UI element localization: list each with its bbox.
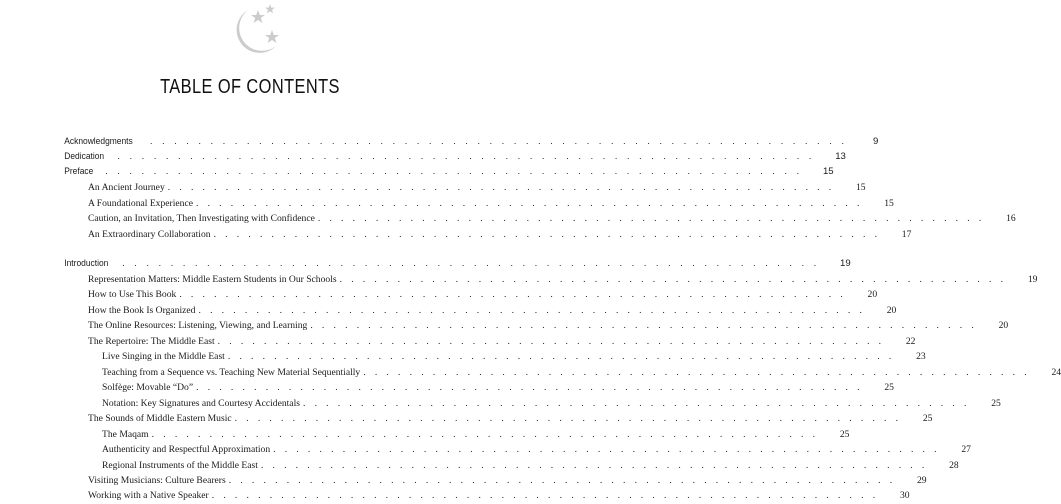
toc-entry-label: An Extraordinary Collaboration [88, 229, 211, 240]
dot-leader: . . . . . . . . . . . . . . . . . . . . . . . . . . . . . . . . . . . . . . . . . . . . . . . . . . . . . . . . . . [228, 475, 896, 486]
toc-entry-page: 20 [998, 320, 1009, 331]
dot-leader: . . . . . . . . . . . . . . . . . . . . . . . . . . . . . . . . . . . . . . . . . . . . . . . . . . . . . . . . . . [273, 444, 940, 455]
toc-entry-label: The Sounds of Middle Eastern Music [88, 413, 232, 424]
toc-entry-caution-invitation[interactable] [0, 213, 1016, 227]
toc-entry-label: Notation: Key Signatures and Courtesy Accidentals [102, 398, 300, 409]
toc-entry-label: Solfège: Movable “Do” [102, 382, 194, 393]
toc-entry-page: 20 [886, 305, 897, 316]
dot-leader: . . . . . . . . . . . . . . . . . . . . . . . . . . . . . . . . . . . . . . . . . . . . . . . . . . . . . . . . . . [149, 136, 848, 147]
toc-entry-page: 25 [884, 382, 894, 393]
toc-entry-label: Working with a Native Speaker [88, 490, 209, 501]
toc-entry-page: 30 [899, 490, 910, 501]
dot-leader: . . . . . . . . . . . . . . . . . . . . . . . . . . . . . . . . . . . . . . . . . . . . . . . . . . . . . . . . . . [196, 382, 863, 393]
toc-entry-notation[interactable] [0, 398, 1001, 412]
toc-entry-extraordinary-collaboration[interactable] [0, 229, 912, 243]
toc-entry-page: 20 [867, 289, 878, 300]
toc-entry-label: The Repertoire: The Middle East [88, 336, 215, 347]
toc-entry-live-singing[interactable] [0, 351, 926, 365]
toc-entry-label: An Ancient Journey [88, 182, 165, 193]
toc-entry-label: Authenticity and Respectful Approximation [102, 444, 271, 455]
dot-leader: . . . . . . . . . . . . . . . . . . . . . . . . . . . . . . . . . . . . . . . . . . . . . . . . . . . . . . . . . . [195, 198, 863, 209]
dot-leader: . . . . . . . . . . . . . . . . . . . . . . . . . . . . . . . . . . . . . . . . . . . . . . . . . . . . . . . . . . [260, 460, 928, 471]
toc-entry-page: 25 [991, 398, 1001, 409]
toc-entry-page: 13 [835, 151, 846, 162]
toc-entry-page: 17 [901, 229, 912, 240]
toc-entry-label: Preface [64, 166, 94, 177]
toc-entry-page: 22 [905, 336, 916, 347]
dot-leader: . . . . . . . . . . . . . . . . . . . . . . . . . . . . . . . . . . . . . . . . . . . . . . . . . . . . . . . . . . [234, 413, 902, 424]
toc-entry-label: The Online Resources: Listening, Viewing, and Learning [88, 320, 308, 331]
toc-entry-label: Visiting Musicians: Culture Bearers [88, 475, 226, 486]
toc-entry-label: Dedication [64, 151, 105, 162]
toc-entry-page: 29 [916, 475, 927, 486]
toc-entry-sounds[interactable] [0, 413, 933, 427]
toc-entry-online-resources[interactable] [0, 320, 1009, 334]
toc-entry-label: Representation Matters: Middle Eastern Students in Our Schools [88, 274, 337, 285]
toc-entry-page: 25 [839, 429, 850, 440]
toc-entry-repertoire[interactable] [0, 336, 916, 350]
toc-entry-label: Live Singing in the Middle East [102, 351, 225, 362]
dot-leader: . . . . . . . . . . . . . . . . . . . . . . . . . . . . . . . . . . . . . . . . . . . . . . . . . . . . . . . . . . [339, 274, 1007, 285]
dot-leader: . . . . . . . . . . . . . . . . . . . . . . . . . . . . . . . . . . . . . . . . . . . . . . . . . . . . . . . . . . [213, 229, 881, 240]
dot-leader: . . . . . . . . . . . . . . . . . . . . . . . . . . . . . . . . . . . . . . . . . . . . . . . . . . . . . . . . . . [217, 336, 885, 347]
toc-entry-label: How to Use This Book [88, 289, 177, 300]
dot-leader: . . . . . . . . . . . . . . . . . . . . . . . . . . . . . . . . . . . . . . . . . . . . . . . . . . . . . . . . . . [227, 351, 895, 362]
toc-entry-page: 27 [961, 444, 971, 455]
toc-entry-acknowledgments[interactable] [0, 136, 879, 150]
toc-entry-label: The Maqam [102, 429, 149, 440]
dot-leader: . . . . . . . . . . . . . . . . . . . . . . . . . . . . . . . . . . . . . . . . . . . . . . . . . . . . . . . . . . [151, 429, 819, 440]
toc-entry-page: 24 [1051, 367, 1061, 378]
toc-entry-label: Acknowledgments [64, 136, 133, 147]
toc-entry-label: Introduction [64, 258, 109, 269]
toc-entry-teaching-sequence[interactable] [0, 367, 1061, 381]
toc-entry-solfege[interactable] [0, 382, 894, 396]
toc-entry-label: Caution, an Invitation, Then Investigating with Confidence [88, 213, 315, 224]
dot-leader: . . . . . . . . . . . . . . . . . . . . . . . . . . . . . . . . . . . . . . . . . . . . . . . . . . . . . . . . . . [122, 258, 820, 269]
dot-leader: . . . . . . . . . . . . . . . . . . . . . . . . . . . . . . . . . . . . . . . . . . . . . . . . . . . . . . . . . . [211, 490, 879, 501]
toc-entry-page: 25 [922, 413, 933, 424]
toc-entry-ancient-journey[interactable] [0, 182, 866, 196]
dot-leader: . . . . . . . . . . . . . . . . . . . . . . . . . . . . . . . . . . . . . . . . . . . . . . . . . . . . . . . . . . [117, 151, 815, 162]
toc-entry-page: 15 [884, 198, 894, 209]
dot-leader: . . . . . . . . . . . . . . . . . . . . . . . . . . . . . . . . . . . . . . . . . . . . . . . . . . . . . . . . . . [302, 398, 970, 409]
toc-entry-preface[interactable] [0, 166, 834, 180]
toc-entry-dedication[interactable] [0, 151, 846, 165]
toc-entry-maqam[interactable] [0, 429, 850, 443]
toc-entry-page: 9 [873, 136, 879, 147]
toc-entry-authenticity[interactable] [0, 444, 971, 458]
toc-entry-label: Regional Instruments of the Middle East [102, 460, 258, 471]
dot-leader: . . . . . . . . . . . . . . . . . . . . . . . . . . . . . . . . . . . . . . . . . . . . . . . . . . . . . . . . . . [363, 367, 1031, 378]
toc-entry-page: 19 [1027, 274, 1038, 285]
dot-leader: . . . . . . . . . . . . . . . . . . . . . . . . . . . . . . . . . . . . . . . . . . . . . . . . . . . . . . . . . . [198, 305, 866, 316]
toc-entry-representation-matters[interactable] [0, 274, 1038, 288]
dot-leader: . . . . . . . . . . . . . . . . . . . . . . . . . . . . . . . . . . . . . . . . . . . . . . . . . . . . . . . . . . [179, 289, 847, 300]
toc-entry-page: 16 [1006, 213, 1016, 224]
toc-entry-page: 23 [916, 351, 926, 362]
toc-entry-introduction[interactable] [0, 258, 851, 272]
dot-leader: . . . . . . . . . . . . . . . . . . . . . . . . . . . . . . . . . . . . . . . . . . . . . . . . . . . . . . . . . . [167, 182, 835, 193]
toc-entry-label: A Foundational Experience [88, 198, 193, 209]
toc-entry-page: 15 [855, 182, 866, 193]
toc-entry-how-to-use[interactable] [0, 289, 878, 303]
toc-entry-how-organized[interactable] [0, 305, 897, 319]
dot-leader: . . . . . . . . . . . . . . . . . . . . . . . . . . . . . . . . . . . . . . . . . . . . . . . . . . . . . . . . . . [105, 166, 803, 177]
toc-entry-label: How the Book Is Organized [88, 305, 196, 316]
toc-entry-label: Teaching from a Sequence vs. Teaching New Material Sequentially [102, 367, 361, 378]
toc-entry-page: 28 [949, 460, 959, 471]
dot-leader: . . . . . . . . . . . . . . . . . . . . . . . . . . . . . . . . . . . . . . . . . . . . . . . . . . . . . . . . . . [317, 213, 985, 224]
toc-entry-visiting-musicians[interactable] [0, 475, 927, 489]
toc-entry-regional-instruments[interactable] [0, 460, 959, 474]
toc-entry-page: 19 [840, 258, 851, 269]
toc-entry-native-speaker[interactable] [0, 490, 910, 504]
dot-leader: . . . . . . . . . . . . . . . . . . . . . . . . . . . . . . . . . . . . . . . . . . . . . . . . . . . . . . . . . . [310, 320, 978, 331]
toc-entry-foundational-experience[interactable] [0, 198, 894, 212]
page-title: TABLE OF CONTENTS [160, 76, 340, 98]
toc-entry-page: 15 [822, 166, 834, 177]
